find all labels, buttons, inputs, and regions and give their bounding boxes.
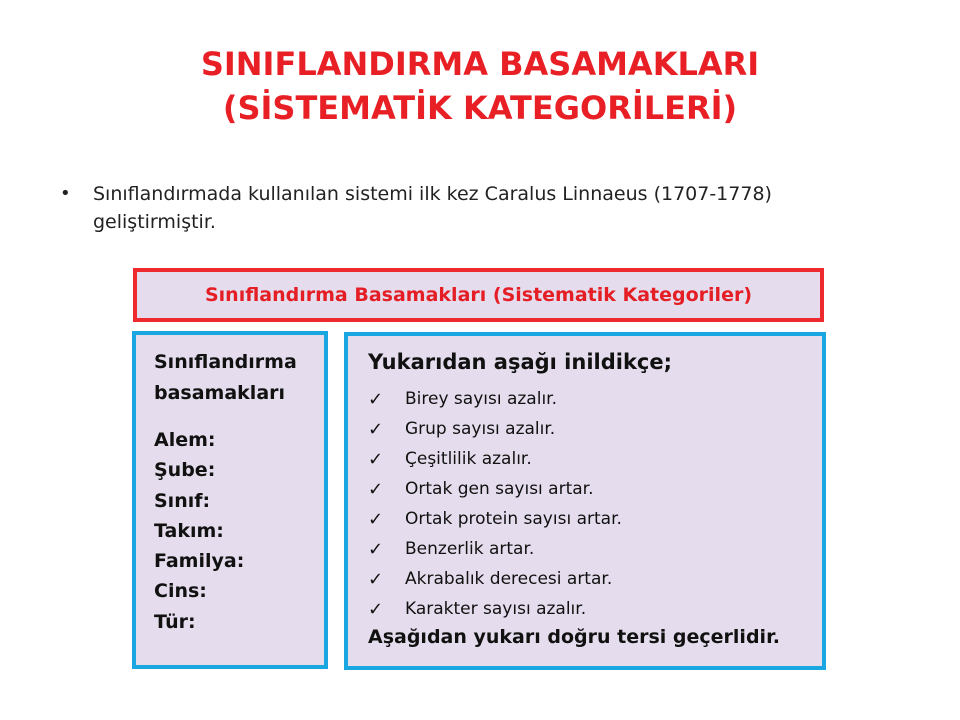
rank-item-takim: Takım: [154, 519, 224, 542]
bullet-text [93, 180, 873, 236]
check-icon: ✓ [368, 478, 384, 500]
ranks-box-label-line-1: Sınıflandırma [154, 351, 297, 373]
trend-item-text: Birey sayısı azalır. [405, 389, 558, 409]
slide-title-line-1: SINIFLANDIRMA BASAMAKLARI [200, 45, 760, 83]
bullet-dot-icon: • [60, 183, 71, 204]
check-icon: ✓ [368, 448, 384, 470]
check-icon: ✓ [368, 508, 384, 530]
rank-item-sube: Şube: [154, 459, 216, 482]
trend-item-text: Karakter sayısı azalır. [405, 599, 587, 619]
trends-box [344, 332, 826, 670]
ranks-box-label [154, 347, 319, 409]
trends-heading: Yukarıdan aşağı inildikçe; [368, 350, 672, 374]
rank-item-familya: Familya: [154, 550, 245, 573]
bullet-text-line-2: geliştirmiştir. [93, 211, 216, 233]
categories-header-label: Sınıflandırma Basamakları (Sistematik Kategoriler) [204, 284, 753, 306]
ranks-list [154, 425, 244, 637]
trend-item [368, 504, 808, 534]
trend-item [368, 564, 808, 594]
check-icon: ✓ [368, 568, 384, 590]
categories-header-box [133, 268, 824, 322]
trend-item [368, 594, 808, 624]
trend-item-text: Grup sayısı azalır. [405, 419, 556, 439]
trend-item-text: Ortak gen sayısı artar. [405, 479, 594, 499]
rank-item-sinif: Sınıf: [154, 489, 211, 512]
trend-item-text: Benzerlik artar. [405, 539, 535, 559]
trend-item-text: Ortak protein sayısı artar. [405, 509, 622, 529]
trend-item-text: Çeşitlilik azalır. [405, 449, 532, 469]
ranks-box-label-line-2: basamakları [154, 382, 286, 404]
check-icon: ✓ [368, 388, 384, 410]
slide-title-line-2: (SİSTEMATİK KATEGORİLERİ) [222, 89, 738, 127]
trends-list [368, 384, 808, 624]
bullet-text-line-1: Sınıflandırmada kullanılan sistemi ilk kez Caralus Linnaeus (1707-1778) [93, 183, 772, 205]
trend-item [368, 474, 808, 504]
slide-title [0, 42, 960, 130]
check-icon: ✓ [368, 538, 384, 560]
trend-item [368, 414, 808, 444]
trends-footer: Aşağıdan yukarı doğru tersi geçerlidir. [368, 626, 780, 648]
rank-item-tur: Tür: [154, 610, 196, 633]
rank-item-alem: Alem: [154, 429, 216, 451]
trend-item [368, 534, 808, 564]
check-icon: ✓ [368, 598, 384, 620]
check-icon: ✓ [368, 418, 384, 440]
rank-item-cins: Cins: [154, 580, 207, 603]
trend-item [368, 444, 808, 474]
trend-item [368, 384, 808, 414]
ranks-box [132, 331, 328, 669]
trend-item-text: Akrabalık derecesi artar. [405, 569, 613, 589]
